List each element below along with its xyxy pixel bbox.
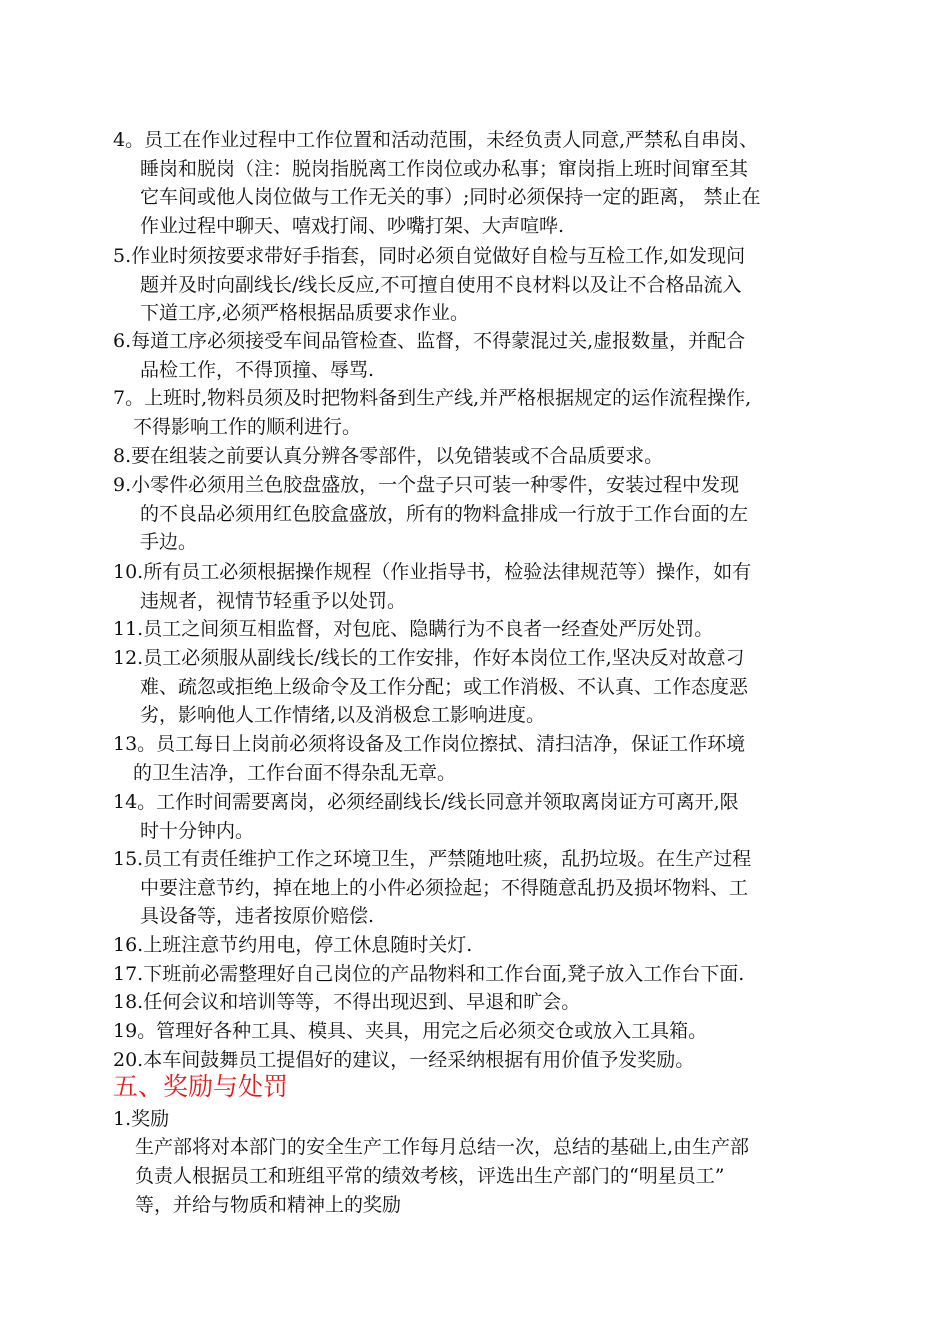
rule-line: 违规者，视情节轻重予以处罚。	[140, 589, 407, 612]
rule-line: 难、疏忽或拒绝上级命令及工作分配；或工作消极、不认真、工作态度恶	[140, 675, 749, 698]
rule-line: 具设备等，违者按原价赔偿.	[140, 905, 375, 928]
rule-line: 13。员工每日上岗前必须将设备及工作岗位擦拭、清扫洁净，保证工作环境	[113, 733, 746, 755]
rule-line: 作业过程中聊天、嘻戏打闹、吵嘴打架、大声喧哗.	[140, 215, 565, 238]
rule-line: 18.任何会议和培训等等，不得出现迟到、早退和旷会。	[113, 991, 581, 1013]
rule-item-16	[113, 931, 853, 960]
rule-item-14	[113, 788, 853, 845]
rule-item-6	[113, 327, 853, 384]
rule-line: 时十分钟内。	[140, 819, 255, 842]
rule-line: 6.每道工序必须接受车间品管检查、监督，不得蒙混过关,虚报数量，并配合	[113, 330, 746, 352]
rule-line: 5.作业时须按要求带好手指套，同时必须自觉做好自检与互检工作,如发现问	[113, 245, 746, 267]
rule-line: 17.下班前必需整理好自己岗位的产品物料和工作台面,凳子放入工作台下面.	[113, 963, 745, 985]
paragraph-line: 生产部将对本部门的安全生产工作每月总结一次，总结的基础上,由生产部	[135, 1136, 750, 1158]
rule-line: 10.所有员工必须根据操作规程（作业指导书，检验法律规范等）操作，如有	[113, 561, 752, 583]
rule-item-17	[113, 960, 853, 989]
rule-line: 中要注意节约，掉在地上的小件必须捡起；不得随意乱扔及损坏物料、工	[140, 876, 749, 899]
rule-item-15	[113, 845, 853, 931]
rule-item-5	[113, 242, 853, 328]
paragraph-line: 负责人根据员工和班组平常的绩效考核，评选出生产部门的“明星员工”	[135, 1165, 725, 1188]
rule-line: 12.员工必须服从副线长/线长的工作安排，作好本岗位工作,坚决反对故意刁	[113, 647, 745, 669]
rule-line: 的卫生洁净，工作台面不得杂乱无章。	[133, 761, 457, 784]
rule-line: 7。上班时,物料员须及时把物料备到生产线,并严格根据规定的运作流程操作,	[113, 387, 752, 409]
rule-line: 4。员工在作业过程中工作位置和活动范围，未经负责人同意,严禁私自串岗、	[113, 129, 759, 151]
rule-item-10	[113, 558, 853, 615]
rule-line: 14。工作时间需要离岗，必须经副线长/线长同意并领取离岗证方可离开,限	[113, 791, 739, 813]
rule-item-13	[113, 730, 853, 787]
rule-line: 8.要在组装之前要认真分辨各零部件，以免错装或不合品质要求。	[113, 445, 664, 467]
rule-line: 19。管理好各种工具、模具、夹具，用完之后必须交仓或放入工具箱。	[113, 1020, 708, 1042]
rule-item-18	[113, 988, 853, 1017]
rule-line: 题并及时向副线长/线长反应,不可擅自使用不良材料以及让不合格品流入	[140, 273, 742, 296]
rule-line: 不得影响工作的顺利进行。	[133, 415, 362, 438]
rule-line: 16.上班注意节约用电，停工休息随时关灯.	[113, 934, 473, 956]
rule-line: 睡岗和脱岗（注：脱岗指脱离工作岗位或办私事；窜岗指上班时间窜至其	[140, 157, 749, 180]
rule-item-7	[113, 384, 853, 441]
rule-line: 手边。	[140, 531, 198, 554]
rule-line: 11.员工之间须互相监督，对包庇、隐瞒行为不良者一经查处严厉处罚。	[113, 618, 714, 640]
rule-item-9	[113, 471, 853, 557]
section-heading: 五、奖励与处罚	[113, 1072, 289, 1101]
rule-item-12	[113, 644, 853, 730]
rule-line: 劣，影响他人工作情绪,以及消极怠工影响进度。	[140, 704, 546, 727]
rule-item-11	[113, 615, 853, 644]
rule-line: 的不良品必须用红色胶盒盛放，所有的物料盒排成一行放于工作台面的左	[140, 502, 749, 525]
rule-line: 下道工序,必须严格根据品质要求作业。	[140, 302, 470, 325]
reward-paragraph	[135, 1133, 749, 1221]
paragraph-line: 等，并给与物质和精神上的奖励	[135, 1194, 402, 1217]
rule-line: 它车间或他人岗位做与工作无关的事）;同时必须保持一定的距离， 禁止在	[140, 186, 761, 209]
rule-item-19	[113, 1017, 853, 1046]
subsection-heading: 1.奖励	[113, 1108, 170, 1130]
rule-line: 9.小零件必须用兰色胶盘盛放，一个盘子只可装一种零件，安装过程中发现	[113, 474, 740, 496]
rule-line: 15.员工有责任维护工作之环境卫生，严禁随地吐痰，乱扔垃圾。在生产过程	[113, 848, 752, 870]
rule-item-8	[113, 442, 853, 471]
rule-line: 20.本车间鼓舞员工提倡好的建议，一经采纳根据有用价值予发奖励。	[113, 1049, 695, 1071]
rule-line: 品检工作，不得顶撞、辱骂.	[140, 358, 375, 381]
rule-item-4	[113, 126, 853, 241]
